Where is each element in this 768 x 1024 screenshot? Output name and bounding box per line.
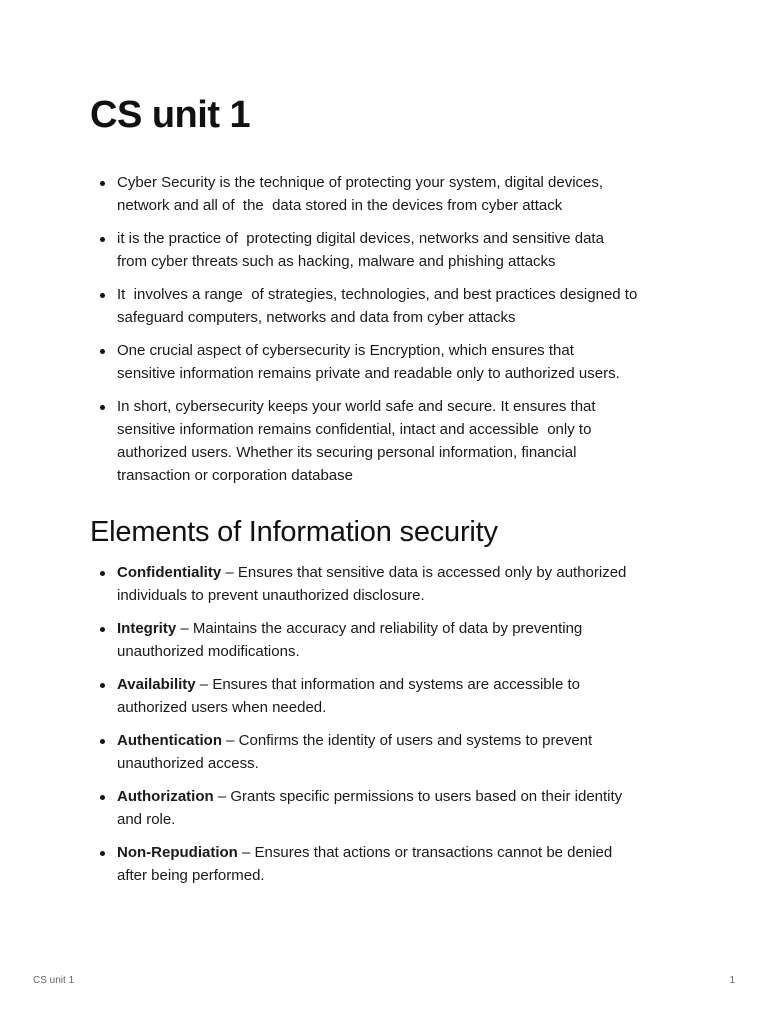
list-item-non-repudiation bbox=[90, 841, 690, 887]
term-description: – Ensures that actions or transactions cannot be denied after being performed. bbox=[117, 844, 613, 884]
page-title: CS unit 1 bbox=[90, 94, 251, 136]
term-description: – Maintains the accuracy and reliability of data by preventing unauthorized modifications. bbox=[117, 620, 583, 660]
list-item: it is the practice of protecting digital devices, networks and sensitive data from cyber threats such as hacking, malware and phishing attacks bbox=[90, 227, 690, 273]
term-label: Non-Repudiation bbox=[117, 844, 238, 861]
intro-bullet-list bbox=[90, 171, 690, 497]
list-item-authentication bbox=[90, 729, 690, 775]
list-item-availability bbox=[90, 673, 690, 719]
list-item-integrity bbox=[90, 617, 690, 663]
list-item: It involves a range of strategies, technologies, and best practices designed to safeguard computers, networks and data from cyber attacks bbox=[90, 283, 690, 329]
list-item-confidentiality bbox=[90, 561, 690, 607]
list-item: In short, cybersecurity keeps your world safe and secure. It ensures that sensitive information remains confidential, intact and accessible only to authorized users. Whether its securing personal information, financial transaction or corporation database bbox=[90, 395, 690, 487]
list-item-authorization bbox=[90, 785, 690, 831]
elements-bullet-list bbox=[90, 561, 690, 897]
term-label: Availability bbox=[117, 676, 196, 693]
term-label: Authentication bbox=[117, 732, 222, 749]
section-heading: Elements of Information security bbox=[90, 516, 498, 548]
footer-document-title: CS unit 1 bbox=[33, 975, 75, 986]
term-description: – Grants specific permissions to users based on their identity and role. bbox=[117, 788, 623, 828]
term-description: – Ensures that information and systems are accessible to authorized users when needed. bbox=[117, 676, 580, 716]
term-label: Authorization bbox=[117, 788, 214, 805]
footer-page-number: 1 bbox=[729, 975, 735, 986]
term-description: – Ensures that sensitive data is accessed only by authorized individuals to prevent unauthorized disclosure. bbox=[117, 564, 627, 604]
term-description: – Confirms the identity of users and systems to prevent unauthorized access. bbox=[117, 732, 593, 772]
list-item: Cyber Security is the technique of protecting your system, digital devices, network and all of the data stored in the devices from cyber attack bbox=[90, 171, 690, 217]
list-item: One crucial aspect of cybersecurity is Encryption, which ensures that sensitive information remains private and readable only to authorized users. bbox=[90, 339, 690, 385]
term-label: Confidentiality bbox=[117, 564, 222, 581]
term-label: Integrity bbox=[117, 620, 177, 637]
